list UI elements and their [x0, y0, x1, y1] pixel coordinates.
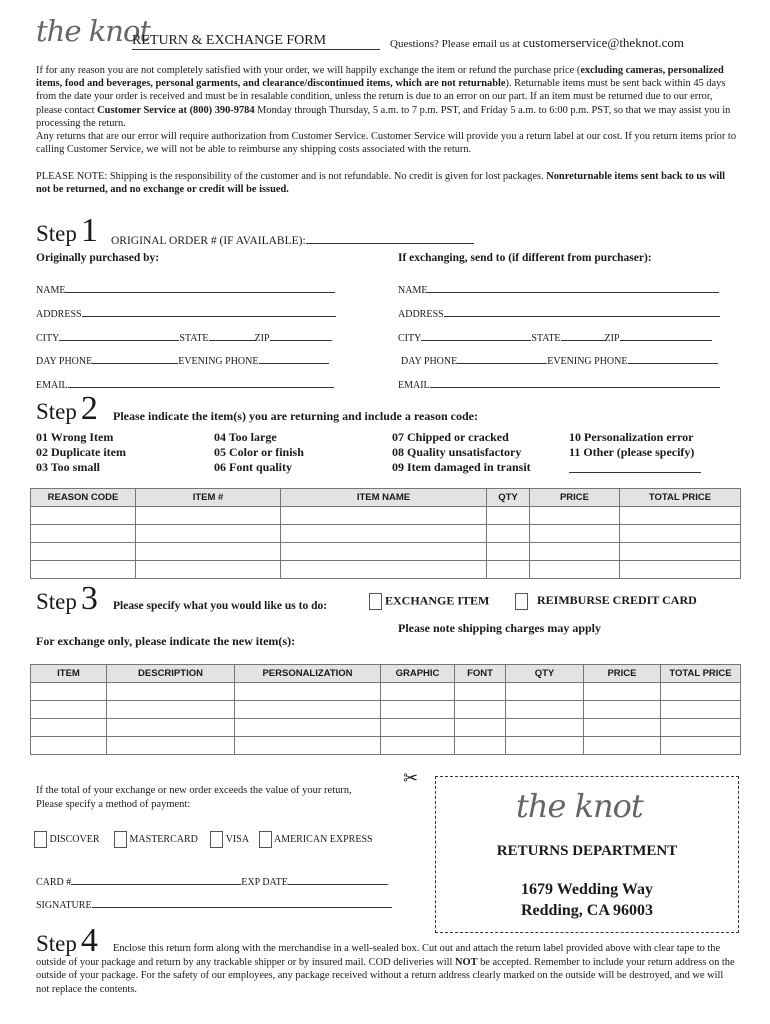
table-cell[interactable] — [31, 719, 107, 737]
step-number: 4 — [80, 922, 98, 959]
exchange-option[interactable] — [369, 593, 489, 610]
table-cell[interactable] — [381, 737, 455, 755]
step-number: 3 — [80, 580, 98, 617]
reason-code: 02 Duplicate item — [36, 445, 126, 459]
step4-instructions — [36, 942, 736, 996]
table-cell[interactable] — [584, 719, 661, 737]
questions-text: Questions? Please email us at — [390, 38, 521, 50]
step4-text: Enclose this return form along with the merchandise in a well-sealed box. Cut out and attach the return label provided above with clear tape to the outside of your package and return by any trackable shipper or by insured mail. COD deliveries will — [36, 943, 721, 968]
form-title — [132, 33, 326, 49]
field-label: SIGNATURE — [36, 900, 92, 911]
field-label: EMAIL — [36, 380, 68, 391]
table-cell[interactable] — [31, 737, 107, 755]
column-header: PRICE — [584, 665, 661, 683]
step-label: Step — [36, 589, 77, 614]
card-label: MASTERCARD — [129, 833, 198, 845]
return-items-table — [30, 488, 741, 579]
label-city: Redding, CA 96003 — [520, 902, 654, 919]
discover-checkbox[interactable] — [34, 831, 47, 848]
reason-code: 07 Chipped or cracked — [392, 430, 509, 444]
table-cell[interactable] — [530, 543, 620, 561]
intro-text: If for any reason you are not completely satisfied with your order, we will happily exchange the item or refund the purchase price ( — [36, 65, 581, 76]
field-label: ZIP — [254, 333, 270, 344]
recipient-phone-field[interactable] — [401, 352, 718, 367]
purchaser-address-field[interactable] — [36, 305, 336, 320]
mastercard-option[interactable] — [114, 834, 198, 845]
returns-department: RETURNS DEPARTMENT — [496, 843, 678, 859]
purchaser-name-field[interactable] — [36, 281, 335, 296]
table-cell[interactable] — [506, 737, 584, 755]
column-header: TOTAL PRICE — [661, 665, 741, 683]
reason-code: 09 Item damaged in transit — [392, 460, 531, 474]
column-header: PRICE — [530, 489, 620, 507]
table-cell[interactable] — [235, 719, 381, 737]
step-number: 1 — [80, 212, 98, 249]
table-header-row — [31, 665, 741, 683]
field-label: DAY PHONE — [36, 356, 93, 367]
table-header-row — [31, 489, 741, 507]
table-cell[interactable] — [107, 719, 235, 737]
intro-paragraph — [36, 64, 736, 156]
field-label: EMAIL — [398, 380, 430, 391]
recipient-city-state-zip-field[interactable] — [398, 329, 712, 344]
purchaser-email-field[interactable] — [36, 376, 334, 391]
column-header: TOTAL PRICE — [620, 489, 741, 507]
field-label: CITY — [398, 333, 422, 344]
field-label: EXP DATE — [241, 877, 288, 888]
column-header: DESCRIPTION — [107, 665, 235, 683]
other-specify-line[interactable] — [569, 460, 701, 473]
purchaser-phone-field[interactable] — [36, 352, 329, 367]
original-order-label: ORIGINAL ORDER # (IF AVAILABLE): — [111, 235, 306, 247]
table-cell[interactable] — [584, 683, 661, 701]
step2-instruction: Please indicate the item(s) you are returning and include a reason code: — [113, 409, 478, 423]
table-cell[interactable] — [530, 507, 620, 525]
return-label — [435, 776, 739, 933]
card-label: DISCOVER — [49, 833, 100, 845]
visa-option[interactable] — [210, 834, 248, 845]
table-cell[interactable] — [281, 507, 487, 525]
table-cell[interactable] — [31, 701, 107, 719]
label-street: 1679 Wedding Way — [521, 881, 653, 898]
table-cell[interactable] — [281, 561, 487, 579]
questions-line — [390, 35, 684, 51]
table-cell[interactable] — [107, 737, 235, 755]
exchange-only-heading: For exchange only, please indicate the new item(s): — [36, 634, 296, 648]
field-label: DAY PHONE — [401, 356, 458, 367]
column-header: REASON CODE — [31, 489, 136, 507]
reason-code: 11 Other (please specify) — [569, 445, 695, 459]
field-label: EVENING PHONE — [547, 356, 628, 367]
table-cell[interactable] — [661, 683, 741, 701]
table-row — [31, 701, 741, 719]
column-header: ITEM NAME — [281, 489, 487, 507]
label-logo: the knot — [516, 787, 643, 825]
table-cell[interactable] — [661, 737, 741, 755]
send-to-heading: If exchanging, send to (if different from purchaser): — [398, 252, 652, 264]
recipient-email-field[interactable] — [398, 376, 720, 391]
table-cell[interactable] — [235, 737, 381, 755]
table-cell[interactable] — [487, 525, 530, 543]
table-cell[interactable] — [620, 543, 741, 561]
table-cell[interactable] — [107, 701, 235, 719]
table-cell[interactable] — [136, 543, 281, 561]
field-label: ZIP — [604, 333, 620, 344]
table-cell[interactable] — [584, 737, 661, 755]
table-cell[interactable] — [455, 737, 506, 755]
table-cell[interactable] — [31, 525, 136, 543]
table-cell[interactable] — [31, 543, 136, 561]
table-cell[interactable] — [31, 561, 136, 579]
table-row — [31, 525, 741, 543]
purchased-by-heading: Originally purchased by: — [36, 252, 160, 264]
table-cell[interactable] — [584, 701, 661, 719]
table-cell[interactable] — [620, 561, 741, 579]
card-label: AMERICAN EXPRESS — [273, 833, 373, 845]
payment-methods — [34, 831, 373, 848]
field-label: CARD # — [36, 877, 72, 888]
column-header: GRAPHIC — [381, 665, 455, 683]
exchange-items-table — [30, 664, 741, 755]
exchange-checkbox[interactable] — [369, 593, 382, 610]
reimburse-checkbox[interactable] — [515, 593, 528, 610]
column-header: ITEM # — [136, 489, 281, 507]
table-cell[interactable] — [107, 683, 235, 701]
table-cell[interactable] — [235, 683, 381, 701]
payment-intro: If the total of your exchange or new order exceeds the value of your return, Please specify a method of payment: — [36, 785, 352, 810]
table-row — [31, 561, 741, 579]
column-header: QTY — [487, 489, 530, 507]
intro-exclusions: excluding cameras, personalized items, food and beverages, personal garments, and clearance/discontinued items, which are not returnable — [36, 65, 724, 90]
reimburse-label: REIMBURSE CREDIT CARD — [537, 593, 697, 608]
original-order-line[interactable] — [306, 232, 474, 244]
step4-not: NOT — [454, 956, 478, 968]
support-email[interactable]: customerservice@theknot.com — [522, 35, 684, 50]
table-row — [31, 507, 741, 525]
field-label: STATE — [531, 333, 561, 344]
reason-code: 05 Color or finish — [214, 445, 304, 459]
reason-code: 08 Quality unsatisfactory — [392, 445, 522, 459]
step3-heading — [36, 580, 98, 618]
table-row — [31, 543, 741, 561]
table-cell[interactable] — [506, 701, 584, 719]
card-number-field[interactable] — [36, 873, 388, 888]
table-cell[interactable] — [620, 525, 741, 543]
intro-authorization-text: Any returns that are our error will require authorization from Customer Service. Customer Service will provide you a return label at our cost. If you return items prior to calling Customer Service, we will not be able to reimburse any shipping costs associated with the return. — [36, 131, 737, 156]
reason-code: 06 Font quality — [214, 460, 293, 474]
table-cell[interactable] — [530, 525, 620, 543]
reason-code: 10 Personalization error — [569, 430, 694, 444]
table-cell[interactable] — [487, 561, 530, 579]
reason-codes-col4 — [569, 430, 701, 473]
field-label: STATE — [179, 333, 209, 344]
column-header: PERSONALIZATION — [235, 665, 381, 683]
table-cell[interactable] — [31, 507, 136, 525]
intro-text: ). Returnable items must be sent back within 45 days from the date your order is received and must be in resalable condition, unless the return is due to an error on our part. If an item must be returned due to our error, please contact — [36, 78, 726, 116]
field-label: NAME — [398, 285, 428, 296]
amex-checkbox[interactable] — [259, 831, 272, 848]
table-cell[interactable] — [661, 701, 741, 719]
table-cell[interactable] — [530, 561, 620, 579]
shipping-note — [36, 170, 736, 196]
table-cell[interactable] — [136, 507, 281, 525]
reason-code: 03 Too small — [36, 460, 101, 474]
field-label: CITY — [36, 333, 60, 344]
table-cell[interactable] — [281, 543, 487, 561]
field-label: ADDRESS — [36, 309, 82, 320]
intro-text: Monday through Thursday, 5 a.m. to 7 p.m. PST, and Friday 5 a.m. to 6:00 p.m. PST, so that we may assist you in processing the return. — [36, 104, 731, 129]
discover-option[interactable] — [34, 834, 100, 845]
table-cell[interactable] — [455, 683, 506, 701]
table-row — [31, 719, 741, 737]
recipient-name-field[interactable] — [398, 281, 719, 296]
shipping-note-text: PLEASE NOTE: Shipping is the responsibility of the customer and is not refundable. No credit is given for lost packages. — [36, 171, 547, 182]
exchange-label: EXCHANGE ITEM — [385, 593, 490, 608]
mastercard-checkbox[interactable] — [114, 831, 127, 848]
column-header: FONT — [455, 665, 506, 683]
nonreturnable-warning: Nonreturnable items sent back to us will not be returned, and no exchange or credit will be issued. — [36, 171, 725, 196]
table-cell[interactable] — [136, 525, 281, 543]
table-cell[interactable] — [281, 525, 487, 543]
step2-heading — [36, 390, 98, 428]
logo: the knot — [36, 14, 151, 48]
table-cell[interactable] — [381, 701, 455, 719]
table-cell[interactable] — [487, 543, 530, 561]
amex-option[interactable] — [259, 834, 373, 845]
table-cell[interactable] — [487, 507, 530, 525]
reason-code: 01 Wrong Item — [36, 430, 114, 444]
signature-field[interactable] — [36, 896, 392, 911]
original-order-field[interactable] — [111, 232, 474, 247]
field-label: NAME — [36, 285, 66, 296]
reason-codes-col2 — [214, 430, 304, 475]
table-row — [31, 737, 741, 755]
table-cell[interactable] — [620, 507, 741, 525]
table-cell[interactable] — [381, 719, 455, 737]
column-header: ITEM — [31, 665, 107, 683]
customer-service-phone: Customer Service at (800) 390-9784 — [97, 104, 255, 116]
field-label: EVENING PHONE — [178, 356, 259, 367]
table-cell[interactable] — [506, 683, 584, 701]
shipping-charges-note: Please note shipping charges may apply — [398, 621, 602, 635]
step-label: Step — [36, 931, 77, 956]
step-label: Step — [36, 221, 77, 246]
step3-instruction: Please specify what you would like us to do: — [113, 600, 328, 612]
reason-code: 04 Too large — [214, 430, 277, 444]
table-cell[interactable] — [455, 719, 506, 737]
card-label: VISA — [225, 833, 249, 845]
step-label: Step — [36, 399, 77, 424]
table-cell[interactable] — [661, 719, 741, 737]
step4-text: be accepted. Remember to include your return address on the outside of your package. For the safety of our employees, any package received without a return address clearly marked on the outside will be destroyed, and we will not replace the contents. — [36, 956, 735, 995]
form-title-text: RETURN & EXCHANGE FORM — [132, 33, 327, 48]
scissors-icon: ✂ — [403, 768, 419, 788]
table-cell[interactable] — [31, 683, 107, 701]
step-number: 2 — [80, 390, 98, 427]
title-underline — [132, 49, 380, 50]
table-cell[interactable] — [136, 561, 281, 579]
reason-codes-col1 — [36, 430, 126, 475]
reason-codes-col3 — [392, 430, 531, 475]
table-cell[interactable] — [455, 701, 506, 719]
step1-heading — [36, 212, 98, 250]
reimburse-option[interactable] — [515, 593, 697, 610]
table-cell[interactable] — [235, 701, 381, 719]
purchaser-city-state-zip-field[interactable] — [36, 329, 332, 344]
recipient-address-field[interactable] — [398, 305, 720, 320]
visa-checkbox[interactable] — [210, 831, 223, 848]
field-label: ADDRESS — [398, 309, 444, 320]
column-header: QTY — [506, 665, 584, 683]
table-cell[interactable] — [381, 683, 455, 701]
table-row — [31, 683, 741, 701]
table-cell[interactable] — [506, 719, 584, 737]
